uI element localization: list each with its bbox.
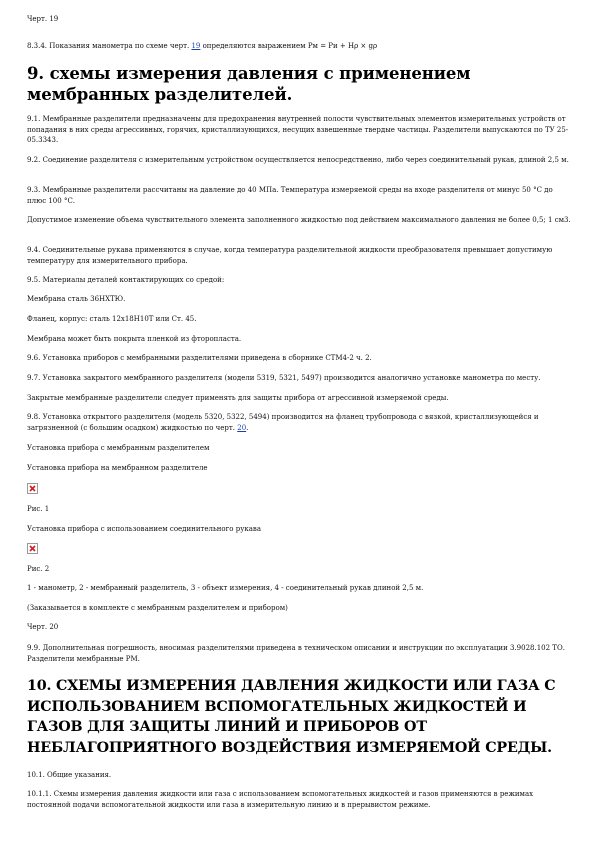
figure-caption-ris-1: Рис. 1 (27, 505, 50, 513)
paragraph-9-4: 9.4. Соединительные рукава применяются в случае, когда температура разделительной жидкости преобразователя превышает допустимую температуру для измерительного прибора. (27, 246, 553, 265)
caption-chert-19: Черт. 19 (27, 15, 59, 23)
link-chert-19[interactable]: 19 (191, 42, 201, 50)
paragraph-10-1-1: 10.1.1. Схемы измерения давления жидкости или газа с использованием вспомогательных жидкостей и газов применяются в режимах постоянной подачи вспомогательной жидкости или газа в измерительную линию и в прерывистом режиме. (27, 790, 534, 809)
broken-image-icon (27, 543, 38, 554)
link-chert-20[interactable]: 20 (237, 423, 247, 432)
install-with-hose: Установка прибора с использованием соединительного рукава (27, 525, 262, 533)
paragraph-9-8-end: . (246, 423, 249, 432)
install-on-separator: Установка прибора на мембранном разделителе (27, 464, 208, 472)
paragraph-9-7: 9.7. Установка закрытого мембранного разделителя (модели 5319, 5321, 5497) производится аналогично установке манометра по месту. (27, 374, 541, 382)
figure-caption-ris-2: Рис. 2 (27, 565, 50, 573)
paragraph-9-6: 9.6. Установка приборов с мембранными разделителями приведена в сборнике СТМ4-2 ч. 2. (27, 354, 372, 362)
paragraph-9-7-note: Закрытые мембранные разделители следует применять для защиты прибора от агрессивной измеряемой среды. (27, 394, 449, 402)
material-membrane: Мембрана сталь 36НХТЮ. (27, 295, 126, 303)
paragraph-9-2: 9.2. Соединение разделителя с измерительным устройством осуществляется непосредственно, либо через соединительный рукав, длиной 2,5 м. (27, 156, 569, 164)
paragraph-8-3-4-formula: определяются выражением Рм = Ри + Hρ × gρ (200, 42, 378, 50)
paragraph-9-1: 9.1. Мембранные разделители предназначены для предохранения внутренней полости чувствительных элементов измерительных устройств от попадания в них среды агрессивных, горячих, кристаллизующихся, несущих взвешенные твердые частицы. Разделители выпускаются по ТУ 25-05.3343. (27, 115, 569, 144)
caption-chert-20: Черт. 20 (27, 623, 59, 631)
paragraph-10-1: 10.1. Общие указания. (27, 771, 112, 779)
install-with-separator: Установка прибора с мембранным разделителем (27, 444, 210, 452)
paragraph-9-3: 9.3. Мембранные разделители рассчитаны на давление до 40 МПа. Температура измеряемой среды на входе разделителя от минус 50 °С до плюс 100 °С. (27, 186, 553, 205)
section-9-heading: 9. схемы измерения давления с применением мембранных разделителей. (27, 64, 471, 104)
paragraph-9-8 (27, 412, 572, 433)
paragraph-9-5: 9.5. Материалы деталей контактирующих со средой: (27, 276, 225, 284)
order-note: (Заказывается в комплекте с мембранным разделителем и прибором) (27, 604, 288, 612)
figure-legend: 1 - манометр, 2 - мембранный разделитель, 3 - объект измерения, 4 - соединительный рукав длиной 2,5 м. (27, 584, 424, 592)
paragraph-9-9: 9.9. Дополнительная погрешность, вносимая разделителями приведена в техническом описании и инструкции по эксплуатации 3.9028.102 ТО. Разделители мембранные РМ. (27, 644, 565, 663)
paragraph-8-3-4 (27, 41, 572, 52)
section-10-heading: 10. СХЕМЫ ИЗМЕРЕНИЯ ДАВЛЕНИЯ ЖИДКОСТИ ИЛИ ГАЗА С ИСПОЛЬЗОВАНИЕМ ВСПОМОГАТЕЛЬНЫХ ЖИДКОСТЕЙ И ГАЗОВ ДЛЯ ЗАЩИТЫ ЛИНИЙ И ПРИБОРОВ ОТ НЕБЛАГОПРИЯТНОГО ВОЗДЕЙСТВИЯ ИЗМЕРЯЕМОЙ СРЕДЫ. (27, 678, 556, 756)
paragraph-9-8-text: 9.8. Установка открытого разделителя (модель 5320, 5322, 5494) производится на фланец трубопровода с вязкой, кристаллизующейся и загрязненной (с большим осадком) жидкостью по черт. (27, 413, 539, 432)
broken-image-icon (27, 483, 38, 494)
material-flange: Фланец, корпус: сталь 12х18Н10Т или Ст. 45. (27, 315, 197, 323)
material-coating: Мембрана может быть покрыта пленкой из фторопласта. (27, 335, 242, 343)
paragraph-8-3-4-text: 8.3.4. Показания манометра по схеме черт. (27, 42, 192, 50)
paragraph-9-3-volume: Допустимое изменение объема чувствительного элемента заполненного жидкостью под действием максимального давления не более 0,5; 1 см3. (27, 216, 571, 224)
